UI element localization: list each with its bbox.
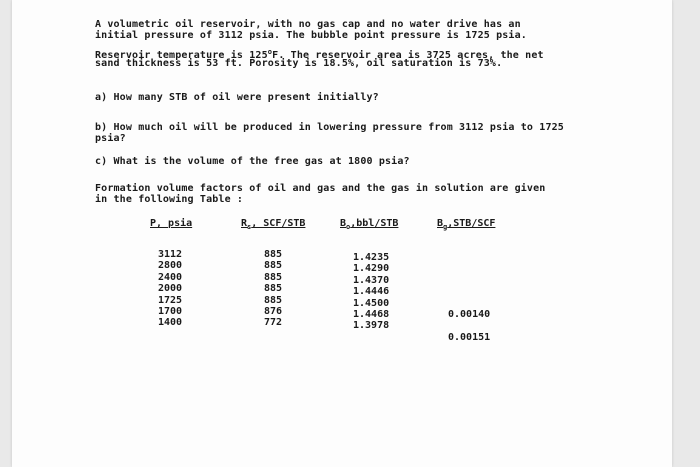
header-rs: $R_s$, SCF/STB	[241, 218, 306, 231]
problem-text-line-3: Reservoir temperature is 125$^o$F. The reservoir area is 3725 acres, the net	[95, 48, 544, 61]
question-b-line-1: b) How much oil will be produced in lowering pressure from 3112 psia to 1725	[95, 122, 564, 133]
question-a: a) How many STB of oil were present initially?	[95, 92, 379, 103]
header-bg: $B_g,STB$/SCF	[437, 218, 496, 231]
question-b-line-2: psia?	[95, 133, 126, 144]
column-pressure-values: 3112 2800 2400 2000 1725 1700 1400	[158, 249, 183, 329]
table-intro-line-2: in the following Table :	[95, 194, 244, 205]
problem-text-line-1: A volumetric oil reservoir, with no gas cap and no water drive has an	[95, 19, 521, 30]
column-bg-values: 0.00140 0.00151	[448, 309, 491, 343]
table-intro-line-1: Formation volume factors of oil and gas and the gas in solution are given	[95, 183, 546, 194]
question-c: c) What is the volume of the free gas at 1800 psia?	[95, 156, 410, 167]
header-bo: $B_o,bbl$/STB	[340, 218, 399, 231]
problem-text-line-2: initial pressure of 3112 psia. The bubble point pressure is 1725 psia.	[95, 30, 527, 41]
column-rs-values: 885 885 885 885 885 876 772	[264, 249, 283, 329]
column-bo-values: 1.4235 1.4290 1.4370 1.4446 1.4500 1.4468 1.3978	[353, 252, 390, 332]
document-page	[12, 0, 672, 467]
problem-text-line-4: sand thickness is 53 ft. Porosity is 18.5%, oil saturation is 73%.	[95, 58, 503, 69]
header-pressure: P, psia	[150, 218, 193, 229]
